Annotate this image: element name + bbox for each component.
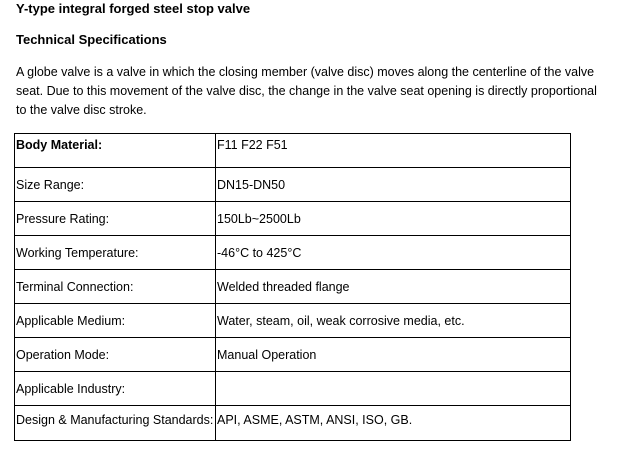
spec-label: Body Material: [15,134,216,168]
spec-label: Size Range: [15,168,216,202]
table-row [15,236,571,270]
spec-label: Applicable Industry: [15,372,216,406]
spec-label: Working Temperature: [15,236,216,270]
table-row [15,372,571,406]
table-row [15,168,571,202]
spec-value: Manual Operation [216,338,571,372]
table-row [15,406,571,441]
spec-value: Water, steam, oil, weak corrosive media, etc. [216,304,571,338]
spec-value [216,372,571,406]
document-title: Y-type integral forged steel stop valve [16,1,251,16]
spec-value: API, ASME, ASTM, ANSI, ISO, GB. [216,406,571,441]
table-row [15,338,571,372]
spec-label: Pressure Rating: [15,202,216,236]
spec-label: Terminal Connection: [15,270,216,304]
spec-value: F11 F22 F51 [216,134,571,168]
section-heading: Technical Specifications [16,32,167,47]
spec-label: Operation Mode: [15,338,216,372]
spec-label: Applicable Medium: [15,304,216,338]
table-row [15,304,571,338]
spec-value: 150Lb~2500Lb [216,202,571,236]
spec-value: -46°C to 425°C [216,236,571,270]
spec-table [14,133,571,441]
spec-value: Welded threaded flange [216,270,571,304]
table-row [15,270,571,304]
description-paragraph: A globe valve is a valve in which the closing member (valve disc) moves along the centerline of the valve seat. Due to this movement of the valve disc, the change in the valve seat opening is directly proportional to the valve disc stroke. [16,65,597,117]
spec-value: DN15-DN50 [216,168,571,202]
spec-label: Design & Manufacturing Standards: [15,406,216,441]
table-row [15,134,571,168]
table-row [15,202,571,236]
